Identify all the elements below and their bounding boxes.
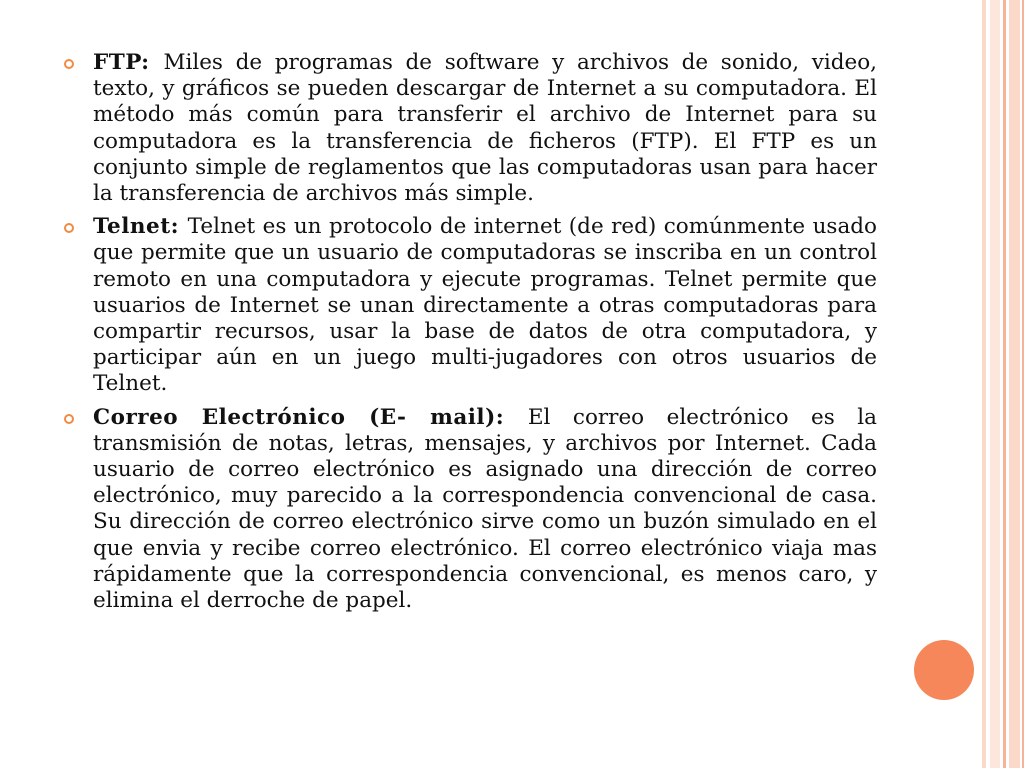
stripe-2 — [990, 0, 1000, 768]
stripe-1 — [982, 0, 986, 768]
bullet-item-email — [64, 405, 877, 615]
item-text: El correo electrónico es la transmisión de notas, letras, mensajes, y archivos por Internet. Cada usuario de correo electrónico es asignado una dirección de correo electrónico, muy parecido a la correspondencia convencional de casa. Su dirección de correo electrónico sirve como un buzón simulado en el que envia y recibe correo electrónico. El correo electrónico viaja mas rápidamente que la correspondencia convencional, es menos caro, y elimina el derroche de papel. — [93, 404, 877, 614]
term-label: Telnet: — [93, 214, 188, 240]
slide-content — [64, 50, 877, 621]
bullet-circle-icon — [64, 414, 74, 424]
decorative-circle — [914, 640, 974, 700]
term-label: FTP: — [93, 50, 164, 75]
term-label: Correo Electrónico (E- mail): — [93, 404, 528, 430]
stripe-3 — [1003, 0, 1006, 768]
item-text: Miles de programas de software y archivos de sonido, video, texto, y gráficos se pueden descargar de Internet a su computadora. El método más común para transferir el archivo de Internet para su computadora es la transferencia de ficheros (FTP). El FTP es un conjunto simple de reglamentos que las computadoras usan para hacer la transferencia de archivos más simple. — [93, 50, 878, 207]
bullet-circle-icon — [64, 223, 74, 233]
bullet-circle-icon — [64, 59, 74, 69]
decorative-stripes — [980, 0, 1024, 768]
stripe-4 — [1009, 0, 1020, 768]
bullet-item-telnet — [64, 214, 877, 397]
bullet-item-ftp — [64, 50, 877, 207]
item-text: Telnet es un protocolo de internet (de red) comúnmente usado que permite que un usuario de computadoras se inscriba en un control remoto en una computadora y ejecute programas. Telnet permite que usuarios de Internet se unan directamente a otras computadoras para compartir recursos, usar la base de datos de otra computadora, y participar aún en un juego multi-jugadores con otros usuarios de Telnet. — [93, 214, 877, 397]
